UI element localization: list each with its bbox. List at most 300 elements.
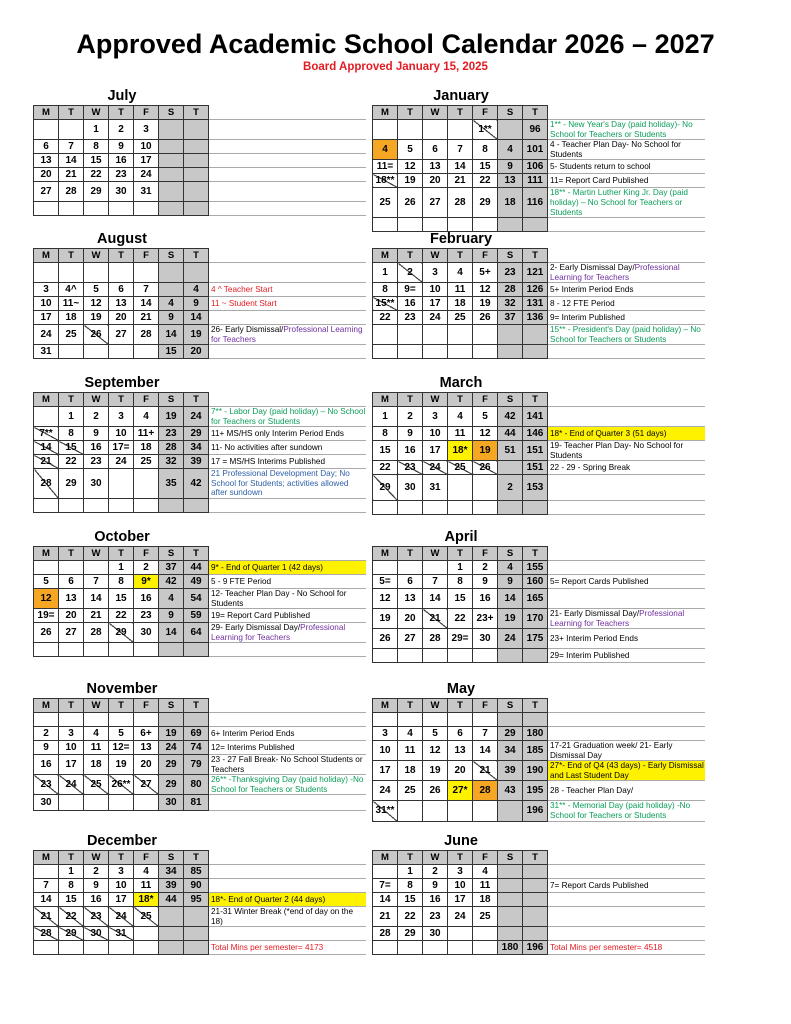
day-cell-sat-count <box>498 879 523 893</box>
day-cell-total-count: 96 <box>523 120 548 140</box>
day-cell-mon <box>373 649 398 663</box>
month-table <box>33 850 366 955</box>
week-row <box>373 174 705 188</box>
day-cell-mon <box>373 561 398 575</box>
event-note <box>209 713 366 727</box>
event-note <box>209 283 366 297</box>
day-cell-tue: 30 <box>398 475 423 501</box>
day-cell-sat-count <box>498 120 523 140</box>
day-cell-wed <box>84 498 109 512</box>
weekday-header: M <box>373 547 398 561</box>
event-note <box>548 589 705 609</box>
day-cell-thu: 25 <box>448 461 473 475</box>
day-cell-mon: 10 <box>34 297 59 311</box>
week-row <box>373 501 705 515</box>
day-cell-thu: 28 <box>448 188 473 218</box>
day-cell-mon: 19 <box>373 609 398 629</box>
week-row <box>373 575 705 589</box>
day-cell-mon <box>373 345 398 359</box>
day-cell-wed: 17 <box>423 297 448 311</box>
event-note <box>209 455 366 469</box>
weekday-header: S <box>159 851 184 865</box>
weekday-header: T <box>109 393 134 407</box>
week-row <box>373 160 705 174</box>
week-row <box>34 120 366 140</box>
day-cell-mon <box>373 865 398 879</box>
day-cell-total-count: 136 <box>523 311 548 325</box>
day-cell-thu: 17= <box>109 441 134 455</box>
week-row <box>373 629 705 649</box>
day-cell-wed: 30 <box>423 927 448 941</box>
day-cell-fri: 25 <box>473 907 498 927</box>
day-cell-total-count: 42 <box>184 469 209 499</box>
day-cell-thu: 29= <box>448 629 473 649</box>
day-cell-thu: 8 <box>448 575 473 589</box>
day-cell-wed: 19 <box>423 761 448 781</box>
event-note-text: 21- Early Dismissal Day/ <box>550 609 640 618</box>
day-cell-thu <box>109 498 134 512</box>
day-cell-total-count: 29 <box>184 427 209 441</box>
event-note <box>209 575 366 589</box>
week-row <box>373 120 705 140</box>
week-row <box>34 168 366 182</box>
day-cell-total-count: 95 <box>184 893 209 907</box>
event-note-text: 26** -Thanksgiving Day (paid holiday) -No School for Teachers or Students <box>211 775 364 794</box>
weekday-header: W <box>84 249 109 263</box>
day-cell-wed <box>423 561 448 575</box>
day-cell-thu <box>109 941 134 955</box>
day-cell-sat-count: 9 <box>159 311 184 325</box>
week-row <box>34 498 366 512</box>
day-cell-wed: 27 <box>423 188 448 218</box>
notes-header <box>209 547 366 561</box>
weekday-header: T <box>59 699 84 713</box>
day-cell-tue: 15 <box>59 441 84 455</box>
event-note-text: 11+ MS/HS only Interim Period Ends <box>211 428 344 438</box>
event-note <box>548 941 705 955</box>
day-cell-total-count: 24 <box>184 407 209 427</box>
weekday-header: F <box>473 106 498 120</box>
day-cell-thu: 17 <box>109 893 134 907</box>
day-cell-sat-count: 9 <box>498 575 523 589</box>
day-cell-mon <box>34 407 59 427</box>
day-cell-total-count <box>184 168 209 182</box>
week-row <box>34 927 366 941</box>
day-cell-sat-count <box>159 941 184 955</box>
weekday-header: F <box>134 547 159 561</box>
day-cell-wed: 15 <box>84 154 109 168</box>
day-cell-total-count <box>523 345 548 359</box>
event-note <box>209 755 366 775</box>
day-cell-mon: 21 <box>34 907 59 927</box>
day-cell-sat-count: 4 <box>159 297 184 311</box>
month-name: July <box>107 88 137 104</box>
day-cell-total-count: 9 <box>184 297 209 311</box>
day-cell-tue: 8 <box>59 427 84 441</box>
event-note-text: 4 ^ Teacher Start <box>211 284 273 294</box>
day-cell-sat-count: 42 <box>498 407 523 427</box>
notes-header <box>209 393 366 407</box>
day-cell-total-count: 39 <box>184 455 209 469</box>
day-cell-wed <box>423 941 448 955</box>
day-cell-sat-count <box>159 643 184 657</box>
day-cell-tue: 6 <box>398 575 423 589</box>
event-note <box>209 623 366 643</box>
day-cell-wed: 31 <box>423 475 448 501</box>
week-row <box>373 188 705 218</box>
day-cell-mon: 5= <box>373 575 398 589</box>
day-cell-sat-count: 37 <box>498 311 523 325</box>
weekday-header: T <box>398 699 423 713</box>
event-note <box>209 879 366 893</box>
day-cell-mon <box>373 218 398 232</box>
day-cell-thu: 26** <box>109 775 134 795</box>
day-cell-fri <box>134 941 159 955</box>
day-cell-wed: 17 <box>423 441 448 461</box>
day-cell-sat-count: 19 <box>159 407 184 427</box>
event-note <box>548 283 705 297</box>
day-cell-fri <box>134 202 159 216</box>
event-note-text: 7** - Labor Day (paid holiday) – No School for Teachers or Students <box>211 407 366 426</box>
weekday-header-row <box>34 106 366 120</box>
day-cell-total-count <box>184 907 209 927</box>
event-note <box>548 741 705 761</box>
day-cell-sat-count: 28 <box>159 441 184 455</box>
notes-header <box>548 851 705 865</box>
weekday-header-row <box>373 547 705 561</box>
event-note <box>548 561 705 575</box>
event-note-text: 29- Early Dismissal Day/ <box>211 623 301 633</box>
event-note-text: 29= Interim Published <box>550 650 630 660</box>
day-cell-thu: 4 <box>448 407 473 427</box>
day-cell-wed <box>423 218 448 232</box>
day-cell-tue: 25 <box>398 781 423 801</box>
day-cell-mon: 28 <box>34 927 59 941</box>
weekday-header: T <box>184 106 209 120</box>
weekday-header: M <box>34 249 59 263</box>
event-note-text: 21 Professional Development Day; No School for Students; activities allowed after sundown <box>211 469 350 498</box>
event-note-text: 2- Early Dismissal Day/ <box>550 263 635 272</box>
day-cell-tue: 24 <box>59 775 84 795</box>
weekday-header: F <box>134 106 159 120</box>
day-cell-fri <box>134 927 159 941</box>
day-cell-total-count: 180 <box>523 727 548 741</box>
day-cell-tue: 15 <box>59 893 84 907</box>
event-note-text: 5- Students return to school <box>550 162 651 172</box>
day-cell-fri <box>473 475 498 501</box>
event-note <box>209 727 366 741</box>
day-cell-sat-count: 28 <box>498 283 523 297</box>
day-cell-thu: 18* <box>448 441 473 461</box>
day-cell-total-count <box>184 643 209 657</box>
week-row <box>373 727 705 741</box>
weekday-header: W <box>84 699 109 713</box>
day-cell-fri <box>473 345 498 359</box>
day-cell-mon: 5 <box>34 575 59 589</box>
weekday-header-row <box>34 249 366 263</box>
day-cell-total-count <box>184 140 209 154</box>
weekday-header: T <box>448 547 473 561</box>
day-cell-fri: 31 <box>134 182 159 202</box>
week-row <box>34 427 366 441</box>
day-cell-wed <box>84 345 109 359</box>
day-cell-sat-count: 30 <box>159 795 184 811</box>
event-note <box>548 781 705 801</box>
week-row <box>34 140 366 154</box>
day-cell-total-count <box>523 325 548 345</box>
day-cell-wed: 9 <box>84 427 109 441</box>
weekday-header: F <box>473 547 498 561</box>
day-cell-thu: 19 <box>109 755 134 775</box>
weekday-header: W <box>84 393 109 407</box>
day-cell-tue: 22 <box>398 907 423 927</box>
day-cell-fri: 14 <box>473 741 498 761</box>
weekday-header: S <box>498 249 523 263</box>
event-note <box>209 202 366 216</box>
day-cell-mon: 9 <box>34 741 59 755</box>
day-cell-sat-count: 35 <box>159 469 184 499</box>
day-cell-tue <box>59 202 84 216</box>
event-note <box>209 325 366 345</box>
day-cell-tue: 2 <box>398 407 423 427</box>
week-row <box>373 589 705 609</box>
day-cell-thu <box>109 263 134 283</box>
week-row <box>373 407 705 427</box>
week-row <box>34 263 366 283</box>
event-note-text: 23 - 27 Fall Break- No School Students or Teachers <box>211 755 363 774</box>
week-row <box>34 609 366 623</box>
day-cell-thu: 23 <box>109 168 134 182</box>
week-row <box>373 297 705 311</box>
day-cell-wed: 4 <box>84 727 109 741</box>
day-cell-tue: 4 <box>398 727 423 741</box>
notes-header <box>548 249 705 263</box>
weekday-header: W <box>84 106 109 120</box>
day-cell-tue: 1 <box>59 865 84 879</box>
notes-header <box>209 106 366 120</box>
week-row <box>34 741 366 755</box>
day-cell-wed <box>84 643 109 657</box>
day-cell-total-count: 116 <box>523 188 548 218</box>
day-cell-sat-count <box>159 168 184 182</box>
weekday-header: T <box>523 547 548 561</box>
day-cell-wed <box>423 325 448 345</box>
day-cell-total-count <box>184 263 209 283</box>
day-cell-wed: 23 <box>423 907 448 927</box>
weekday-header: T <box>109 547 134 561</box>
day-cell-sat-count: 180 <box>498 941 523 955</box>
day-cell-sat-count: 34 <box>159 865 184 879</box>
day-cell-fri: 7 <box>473 727 498 741</box>
day-cell-sat-count: 24 <box>498 629 523 649</box>
event-note-text: 12- Teacher Plan Day - No School for Students <box>211 589 347 608</box>
day-cell-sat-count: 19 <box>159 727 184 741</box>
day-cell-fri: 2 <box>134 561 159 575</box>
day-cell-total-count: 59 <box>184 609 209 623</box>
day-cell-wed: 10 <box>423 283 448 297</box>
day-cell-mon <box>34 202 59 216</box>
event-note-text: 18*- End of Quarter 2 (44 days) <box>211 894 326 904</box>
week-row <box>373 649 705 663</box>
day-cell-wed <box>423 120 448 140</box>
day-cell-mon <box>34 561 59 575</box>
day-cell-mon <box>34 263 59 283</box>
weekday-header: S <box>159 547 184 561</box>
weekday-header: W <box>423 393 448 407</box>
day-cell-sat-count <box>159 202 184 216</box>
week-row <box>34 893 366 907</box>
month-table <box>33 105 366 216</box>
day-cell-total-count <box>523 501 548 515</box>
event-note <box>548 120 705 140</box>
day-cell-thu: 1 <box>448 561 473 575</box>
weekday-header: F <box>473 851 498 865</box>
day-cell-mon: 3 <box>373 727 398 741</box>
week-row <box>34 575 366 589</box>
month-name: June <box>444 833 478 849</box>
event-note <box>209 941 366 955</box>
day-cell-fri: 5+ <box>473 263 498 283</box>
event-note <box>209 589 366 609</box>
day-cell-total-count: 90 <box>184 879 209 893</box>
day-cell-fri: 23 <box>134 609 159 623</box>
day-cell-total-count: 151 <box>523 461 548 475</box>
day-cell-sat-count: 32 <box>159 455 184 469</box>
week-row <box>34 879 366 893</box>
day-cell-thu: 9 <box>109 140 134 154</box>
day-cell-tue <box>398 325 423 345</box>
week-row <box>34 182 366 202</box>
weekday-header: T <box>109 851 134 865</box>
day-cell-total-count: 141 <box>523 407 548 427</box>
day-cell-fri <box>473 218 498 232</box>
day-cell-total-count: 14 <box>184 311 209 325</box>
day-cell-mon: 21 <box>34 455 59 469</box>
day-cell-mon: 21 <box>373 907 398 927</box>
day-cell-sat-count <box>159 263 184 283</box>
week-row <box>373 893 705 907</box>
day-cell-mon: 17 <box>373 761 398 781</box>
weekday-header: F <box>134 249 159 263</box>
event-note-text: 9= Interim Published <box>550 312 625 322</box>
day-cell-tue: 27 <box>398 629 423 649</box>
day-cell-sat-count: 42 <box>159 575 184 589</box>
day-cell-total-count: 121 <box>523 263 548 283</box>
day-cell-tue: 8 <box>59 879 84 893</box>
day-cell-mon: 1 <box>373 407 398 427</box>
week-row <box>34 154 366 168</box>
day-cell-fri <box>473 927 498 941</box>
event-note <box>548 761 705 781</box>
day-cell-tue <box>398 649 423 663</box>
day-cell-sat-count: 29 <box>159 775 184 795</box>
day-cell-mon: 24 <box>34 325 59 345</box>
day-cell-fri: 30 <box>473 629 498 649</box>
day-cell-mon: 11= <box>373 160 398 174</box>
event-note <box>548 140 705 160</box>
day-cell-total-count: 101 <box>523 140 548 160</box>
day-cell-fri: 30 <box>134 623 159 643</box>
event-note <box>209 469 366 499</box>
event-note <box>548 407 705 427</box>
weekday-header: T <box>109 106 134 120</box>
weekday-header: S <box>159 699 184 713</box>
week-row <box>34 727 366 741</box>
day-cell-mon: 7 <box>34 879 59 893</box>
day-cell-wed: 30 <box>84 469 109 499</box>
event-note-text: 19= Report Card Published <box>211 610 310 620</box>
day-cell-mon <box>34 498 59 512</box>
weekday-header: M <box>373 249 398 263</box>
weekday-header: T <box>59 851 84 865</box>
day-cell-sat-count: 9 <box>498 160 523 174</box>
day-cell-tue: 11~ <box>59 297 84 311</box>
day-cell-tue <box>398 218 423 232</box>
day-cell-mon: 25 <box>373 188 398 218</box>
day-cell-wed: 21 <box>423 609 448 629</box>
day-cell-thu <box>448 713 473 727</box>
day-cell-tue: 9 <box>398 427 423 441</box>
day-cell-total-count <box>184 498 209 512</box>
day-cell-tue: 29 <box>59 469 84 499</box>
day-cell-wed: 23 <box>84 455 109 469</box>
day-cell-tue: 29 <box>59 927 84 941</box>
day-cell-total-count <box>523 893 548 907</box>
event-note <box>548 427 705 441</box>
week-row <box>373 263 705 283</box>
day-cell-thu <box>448 120 473 140</box>
weekday-header: T <box>184 249 209 263</box>
day-cell-tue: 3 <box>59 727 84 741</box>
week-row <box>34 441 366 455</box>
week-row <box>34 311 366 325</box>
weekday-header: W <box>423 699 448 713</box>
event-note-text: 17-21 Graduation week/ 21- Early Dismissal Day <box>550 741 673 760</box>
day-cell-thu: 3 <box>448 865 473 879</box>
week-row <box>34 455 366 469</box>
event-note-text: 8 - 12 FTE Period <box>550 298 615 308</box>
day-cell-total-count: 151 <box>523 441 548 461</box>
day-cell-tue: 6 <box>59 575 84 589</box>
day-cell-tue: 1 <box>398 865 423 879</box>
weekday-header: T <box>59 106 84 120</box>
day-cell-mon: 24 <box>373 781 398 801</box>
day-cell-mon: 18** <box>373 174 398 188</box>
day-cell-sat-count <box>498 713 523 727</box>
day-cell-total-count <box>523 218 548 232</box>
weekday-header: T <box>184 547 209 561</box>
day-cell-thu: 11 <box>448 283 473 297</box>
day-cell-wed: 25 <box>84 775 109 795</box>
month-table <box>372 392 705 515</box>
day-cell-wed: 12 <box>84 297 109 311</box>
day-cell-fri: 1** <box>473 120 498 140</box>
event-note-text: 5+ Interim Period Ends <box>550 284 634 294</box>
day-cell-fri: 15 <box>473 160 498 174</box>
day-cell-total-count: 190 <box>523 761 548 781</box>
day-cell-wed: 3 <box>423 407 448 427</box>
event-note <box>209 775 366 795</box>
day-cell-thu: 12= <box>109 741 134 755</box>
day-cell-tue: 10 <box>59 741 84 755</box>
weekday-header: W <box>84 851 109 865</box>
weekday-header: T <box>523 699 548 713</box>
day-cell-wed <box>423 345 448 359</box>
day-cell-mon <box>373 941 398 955</box>
day-cell-thu: 6 <box>109 283 134 297</box>
weekday-header: W <box>423 249 448 263</box>
event-note <box>209 263 366 283</box>
